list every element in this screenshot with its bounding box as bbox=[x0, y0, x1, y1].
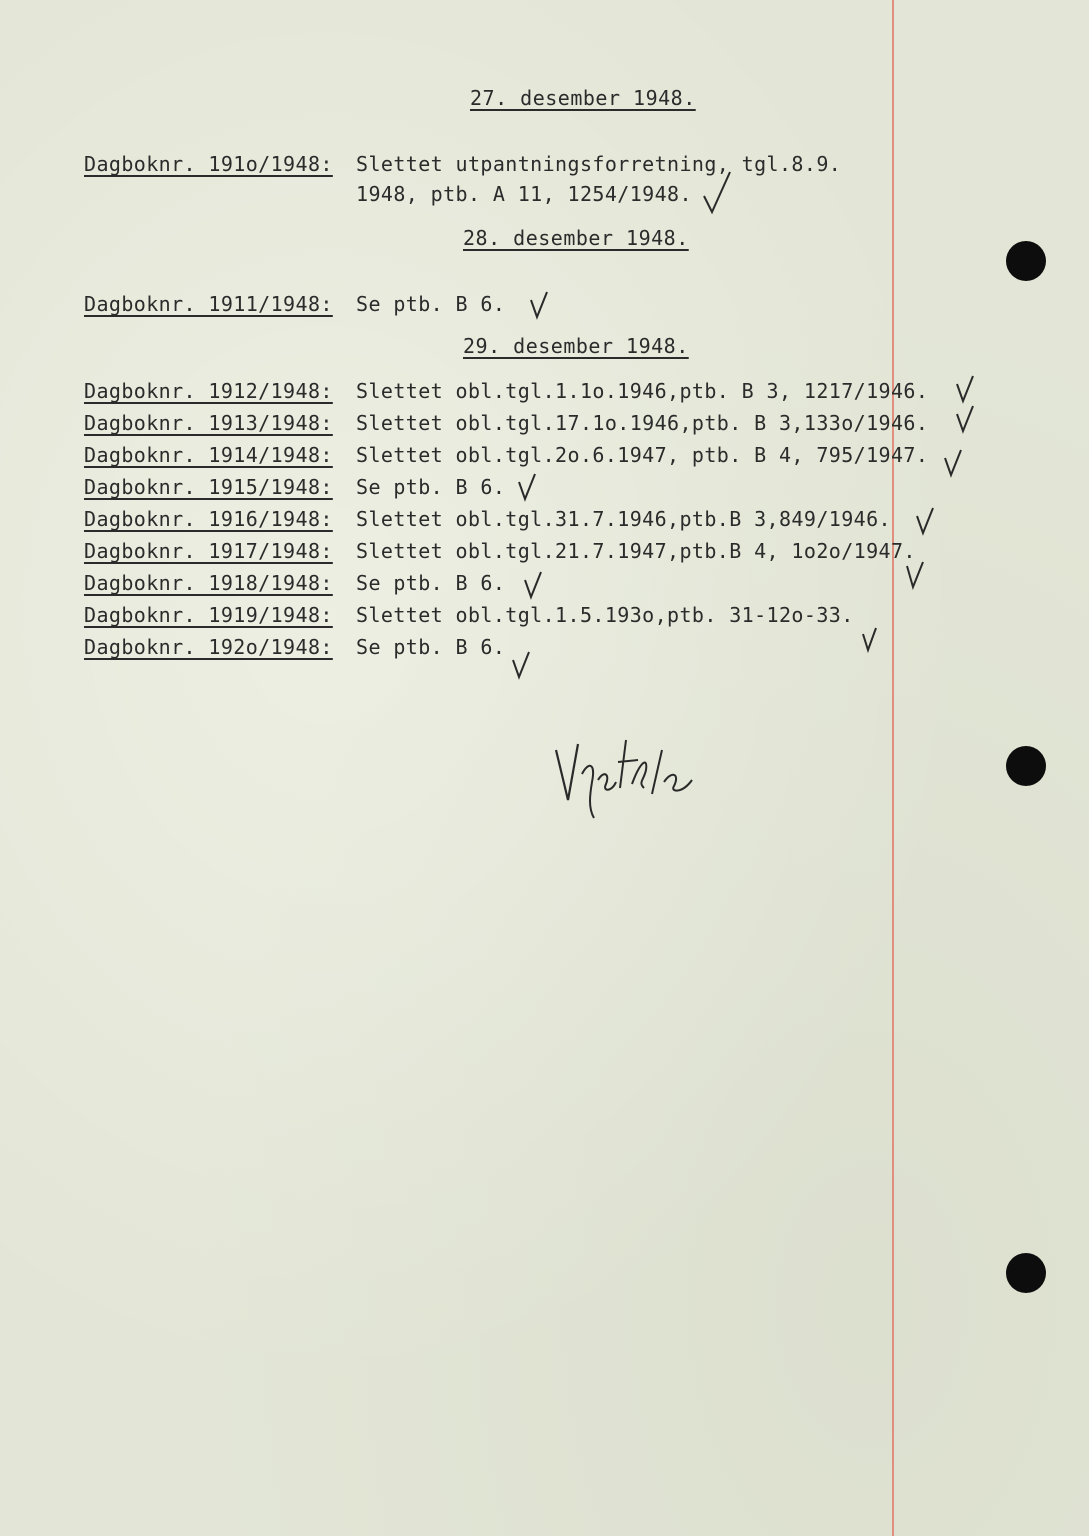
entry-text: Se ptb. B 6. bbox=[356, 635, 506, 659]
entry-1920 bbox=[84, 635, 505, 659]
entry-text: Se ptb. B 6. bbox=[356, 292, 506, 316]
handwritten-signature bbox=[548, 722, 698, 822]
entry-label: Dagboknr. 1919/1948: bbox=[84, 603, 333, 627]
red-margin-line bbox=[892, 0, 894, 1536]
entry-label: Dagboknr. 1913/1948: bbox=[84, 411, 333, 435]
entry-1915 bbox=[84, 475, 505, 499]
entry-text: Slettet obl.tgl.1.5.193o,ptb. 31-12o-33. bbox=[356, 603, 854, 627]
entry-label: Dagboknr. 1912/1948: bbox=[84, 379, 333, 403]
check-mark-icon bbox=[516, 472, 538, 502]
date-heading-27: 27. desember 1948. bbox=[470, 86, 696, 110]
entry-label: Dagboknr. 1917/1948: bbox=[84, 539, 333, 563]
entry-text: Se ptb. B 6. bbox=[356, 571, 506, 595]
entry-label: Dagboknr. 1916/1948: bbox=[84, 507, 333, 531]
check-mark-icon bbox=[510, 650, 532, 680]
entry-1918 bbox=[84, 571, 505, 595]
check-mark-icon bbox=[860, 626, 882, 656]
entry-1917 bbox=[84, 539, 916, 563]
entry-text: Slettet obl.tgl.1.1o.1946,ptb. B 3, 1217/1946. bbox=[356, 379, 929, 403]
check-mark-icon bbox=[522, 570, 544, 600]
date-heading-29: 29. desember 1948. bbox=[463, 334, 689, 358]
entry-label: Dagboknr. 192o/1948: bbox=[84, 635, 333, 659]
check-mark-icon bbox=[954, 404, 976, 434]
entry-text: Slettet obl.tgl.17.1o.1946,ptb. B 3,133o/1946. bbox=[356, 411, 929, 435]
check-mark-icon bbox=[904, 560, 926, 590]
entry-1916 bbox=[84, 507, 891, 531]
entry-text: Slettet obl.tgl.2o.6.1947, ptb. B 4, 795/1947. bbox=[356, 443, 929, 467]
entry-label: Dagboknr. 1918/1948: bbox=[84, 571, 333, 595]
entry-text: Slettet utpantningsforretning, tgl.8.9. bbox=[356, 152, 842, 176]
entry-1912 bbox=[84, 379, 928, 403]
check-mark-icon bbox=[942, 448, 964, 478]
check-mark-icon bbox=[528, 290, 550, 320]
check-mark-icon bbox=[702, 170, 732, 216]
punch-hole bbox=[1006, 241, 1046, 281]
entry-text: Slettet obl.tgl.31.7.1946,ptb.B 3,849/1946. bbox=[356, 507, 891, 531]
entry-1919 bbox=[84, 603, 854, 627]
entry-label: Dagboknr. 1915/1948: bbox=[84, 475, 333, 499]
entry-1911 bbox=[84, 292, 505, 316]
entry-text: Slettet obl.tgl.21.7.1947,ptb.B 4, 1o2o/1947. bbox=[356, 539, 916, 563]
entry-label: Dagboknr. 191o/1948: bbox=[84, 152, 333, 176]
entry-label: Dagboknr. 1914/1948: bbox=[84, 443, 333, 467]
punch-hole bbox=[1006, 746, 1046, 786]
check-mark-icon bbox=[954, 374, 976, 404]
entry-label: Dagboknr. 1911/1948: bbox=[84, 292, 333, 316]
entry-1914 bbox=[84, 443, 928, 467]
entry-1910-continuation: 1948, ptb. A 11, 1254/1948. bbox=[356, 182, 692, 206]
check-mark-icon bbox=[914, 506, 936, 536]
punch-hole bbox=[1006, 1253, 1046, 1293]
entry-1913 bbox=[84, 411, 928, 435]
entry-text: Se ptb. B 6. bbox=[356, 475, 506, 499]
date-heading-28: 28. desember 1948. bbox=[463, 226, 689, 250]
